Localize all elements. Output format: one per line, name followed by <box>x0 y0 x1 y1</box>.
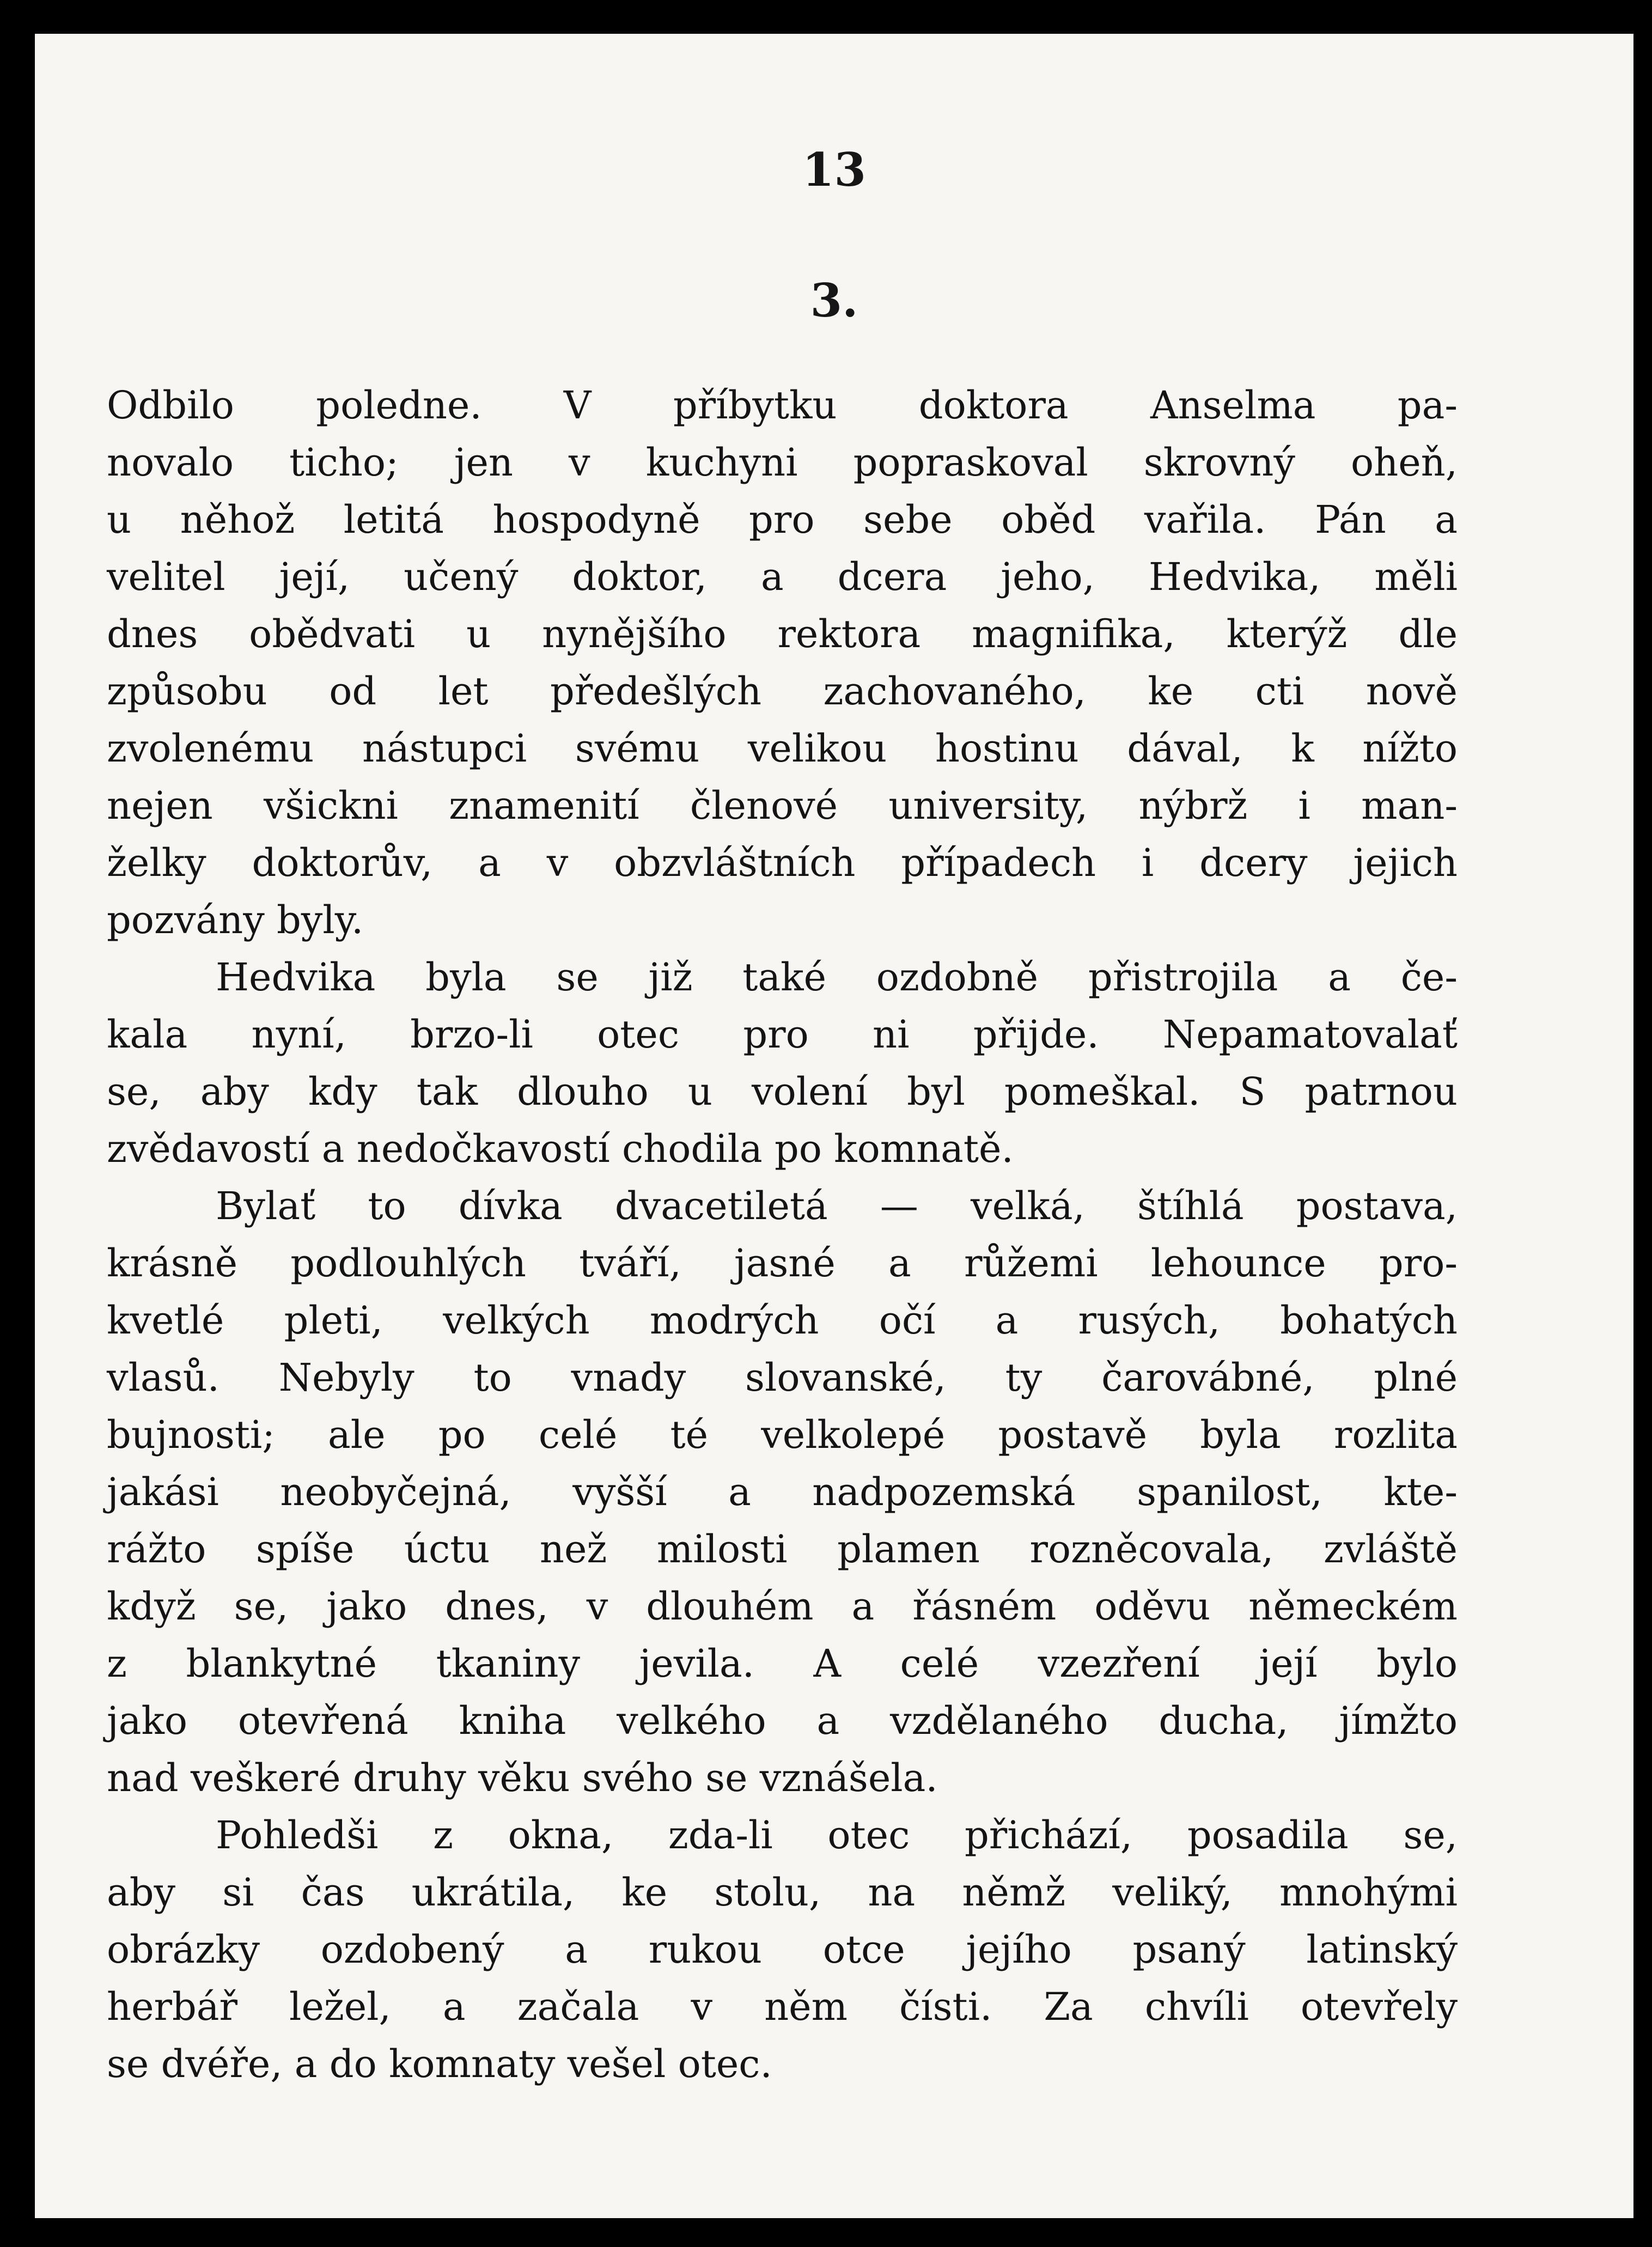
text-line: krásně podlouhlých tváří, jasné a růžemi lehounce pro- <box>107 1241 1458 1286</box>
text-line: novalo ticho; jen v kuchyni popraskoval skrovný oheň, <box>107 440 1458 485</box>
text-line: Hedvika byla se již také ozdobně přistrojila a če- <box>216 955 1458 1000</box>
text-line: když se, jako dnes, v dlouhém a řásném oděvu německém <box>107 1584 1458 1629</box>
text-line: želky doktorův, a v obzvláštních případech i dcery jejich <box>107 841 1458 885</box>
text-line: nad veškeré druhy věku svého se vznášela. <box>107 1756 938 1800</box>
paragraph <box>107 949 1458 1178</box>
paragraph <box>107 1178 1458 1807</box>
text-line: jako otevřená kniha velkého a vzdělaného ducha, jímžto <box>107 1698 1458 1743</box>
text-line: se dvéře, a do komnaty vešel otec. <box>107 2042 772 2086</box>
text-line: bujnosti; ale po celé té velkolepé postavě byla rozlita <box>107 1412 1458 1457</box>
text-line: zvědavostí a nedočkavostí chodila po komnatě. <box>107 1126 1014 1171</box>
text-line: kala nyní, brzo-li otec pro ni přijde. Nepamatovalať <box>107 1012 1458 1057</box>
text-line: dnes obědvati u nynějšího rektora magnifika, kterýž dle <box>107 612 1458 656</box>
text-line: kvetlé pleti, velkých modrých očí a rusých, bohatých <box>107 1298 1458 1343</box>
book-page <box>35 34 1633 2218</box>
chapter-number: 3. <box>810 273 858 327</box>
text-line: pozvány byly. <box>107 898 364 942</box>
paragraph <box>107 1807 1458 2093</box>
text-line: herbář ležel, a začala v něm čísti. Za chvíli otevřely <box>107 1984 1458 2029</box>
page-number: 13 <box>802 143 866 197</box>
text-line: způsobu od let předešlých zachovaného, ke cti nově <box>107 669 1458 714</box>
text-line: rážto spíše úctu než milosti plamen rozněcovala, zvláště <box>107 1527 1458 1572</box>
text-line: vlasů. Nebyly to vnady slovanské, ty čarovábné, plné <box>107 1355 1458 1400</box>
text-line: Bylať to dívka dvacetiletá — velká, štíhlá postava, <box>216 1184 1458 1228</box>
text-line: Odbilo poledne. V příbytku doktora Anselma pa- <box>107 383 1458 428</box>
text-line: velitel její, učený doktor, a dcera jeho, Hedvika, měli <box>107 555 1458 599</box>
body-text <box>107 377 1458 2093</box>
text-line: Pohledši z okna, zda-li otec přichází, posadila se, <box>216 1813 1458 1858</box>
text-line: jakási neobyčejná, vyšší a nadpozemská spanilost, kte- <box>107 1470 1458 1514</box>
text-line: z blankytné tkaniny jevila. A celé vzezření její bylo <box>107 1641 1458 1686</box>
text-line: obrázky ozdobený a rukou otce jejího psaný latinský <box>107 1927 1458 1972</box>
text-line: aby si čas ukrátila, ke stolu, na němž veliký, mnohými <box>107 1870 1458 1915</box>
text-line: u něhož letitá hospodyně pro sebe oběd vařila. Pán a <box>107 497 1458 542</box>
paragraph <box>107 377 1458 949</box>
text-line: zvolenému nástupci svému velikou hostinu dával, k nížto <box>107 726 1458 771</box>
text-line: nejen všickni znamenití členové university, nýbrž i man- <box>107 783 1458 828</box>
text-line: se, aby kdy tak dlouho u volení byl pomeškal. S patrnou <box>107 1069 1458 1114</box>
